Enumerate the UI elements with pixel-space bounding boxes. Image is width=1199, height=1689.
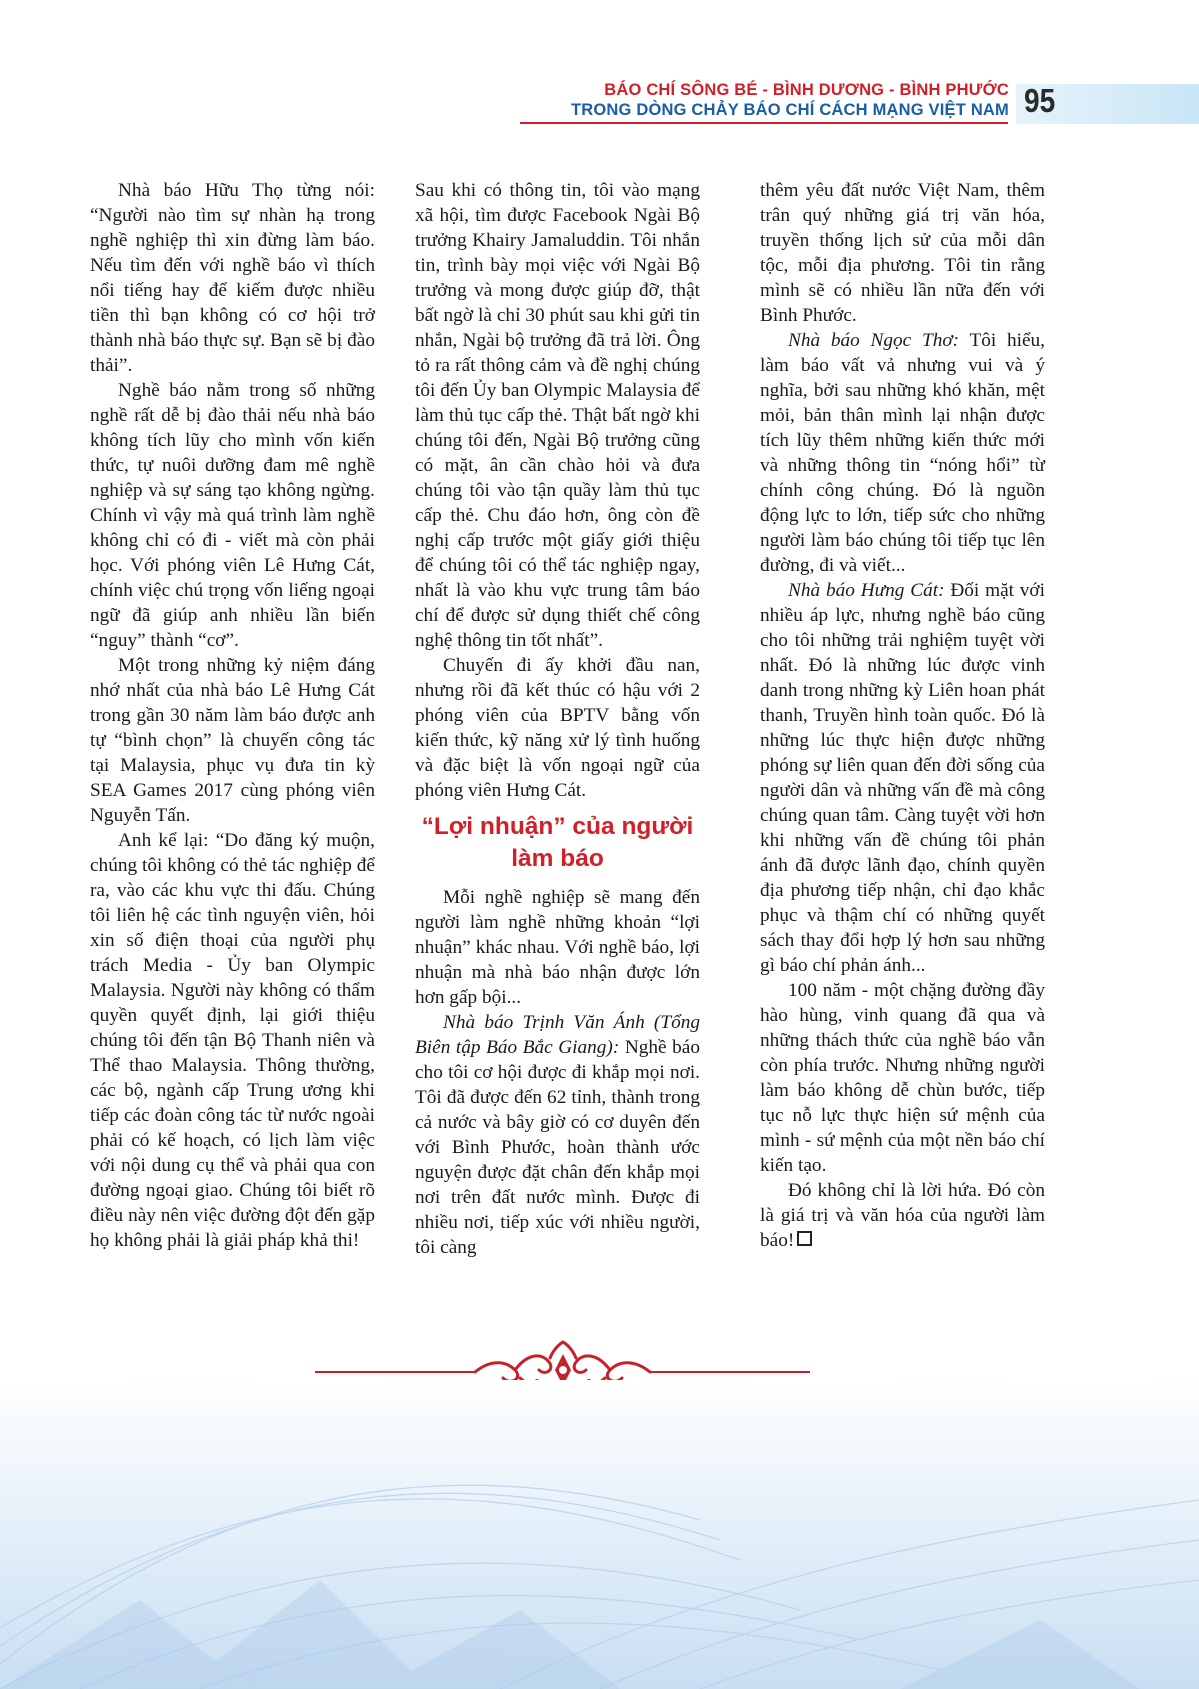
paragraph: Nghề báo nằm trong số những nghề rất dễ bị đào thải nếu nhà báo không tích lũy cho mình vốn kiến thức, tự nuôi dưỡng đam mê nghề nghiệp và sự sáng tạo không ngừng. Chính vì vậy mà quá trình làm nghề không chỉ có đi - viết mà còn phải học. Với phóng viên Lê Hưng Cát, chính việc chú trọng vốn liếng ngoại ngữ đã giúp anh nhiều lần biến “nguy” thành “cơ”. bbox=[90, 380, 375, 651]
paragraph: Nhà báo Hữu Thọ từng nói: “Người nào tìm sự nhàn hạ trong nghề nghiệp thì xin đừng làm báo. Nếu tìm đến với nghề báo vì thích nổi tiếng hay để kiếm được nhiều tiền thì bạn không có cơ hội trở thành nhà báo thực sự. Bạn sẽ bị đào thải”. bbox=[90, 180, 375, 376]
paragraph: 100 năm - một chặng đường đầy hào hùng, vinh quang đã qua và những thách thức của nghề báo vẫn còn phía trước. Nhưng những người làm báo không dễ chùn bước, tiếp tục nỗ lực thực hiện sứ mệnh của mình - sứ mệnh của một nền báo chí kiến tạo. bbox=[760, 980, 1045, 1176]
header-rule bbox=[520, 122, 1008, 124]
quote-speaker: Nhà báo Ngọc Thơ: bbox=[788, 330, 960, 351]
quote-paragraph bbox=[760, 328, 1045, 578]
paragraph: Chuyến đi ấy khởi đầu nan, nhưng rồi đã kết thúc có hậu với 2 phóng viên của BPTV bằng vốn kiến thức, kỹ năng xử lý tình huống và đặc biệt là vốn ngoại ngữ của phóng viên Hưng Cát. bbox=[415, 655, 700, 801]
quote-text: Đối mặt với nhiều áp lực, nhưng nghề báo cũng cho tôi những trải nghiệm tuyệt vời nhất. Đó là những lúc được vinh danh trong những kỳ Liên hoan phát thanh, Truyền hình toàn quốc. Đó là những lúc thực hiện được những phóng sự liên quan đến đời sống của người dân và những vấn đề mà công chúng quan tâm. Càng tuyệt vời hơn khi những vấn đề chúng tôi phản ánh đã được lãnh đạo, chính quyền địa phương tiếp nhận, chỉ đạo khắc phục và thậm chí có những quyết sách thay đổi hợp lý hơn sau những gì báo chí phản ánh... bbox=[760, 580, 1045, 976]
header-title-line-2: TRONG DÒNG CHẢY BÁO CHÍ CÁCH MẠNG VIỆT NAM bbox=[570, 101, 1009, 119]
paragraph: thêm yêu đất nước Việt Nam, thêm trân quý những giá trị văn hóa, truyền thống lịch sử của mỗi dân tộc, mỗi địa phương. Tôi tin rằng mình sẽ có nhiều lần nữa đến với Bình Phước. bbox=[760, 180, 1045, 326]
quote-speaker: Nhà báo Hưng Cát: bbox=[788, 580, 945, 601]
paragraph: Sau khi có thông tin, tôi vào mạng xã hội, tìm được Facebook Ngài Bộ trưởng Khairy Jamaluddin. Tôi nhắn tin, trình bày mọi việc với Ngài Bộ trưởng và mong được giúp đỡ, thật bất ngờ là chỉ 30 phút sau khi gửi tin nhắn, Ngài bộ trưởng đã trả lời. Ông tỏ ra rất thông cảm và đề nghị chúng tôi đến Ủy ban Olympic Malaysia để làm thủ tục cấp thẻ. Thật bất ngờ khi chúng tôi đến, Ngài Bộ trưởng cũng có mặt, ân cần chào hỏi và đưa chúng tôi vào tận quầy làm thủ tục cấp thẻ. Chu đáo hơn, ông còn đề nghị cấp trước một giấy giới thiệu để chúng tôi có thể tác nghiệp ngay, nhất là vào khu vực trung tâm báo chí để được sử dụng thiết chế công nghệ thông tin tốt nhất”. bbox=[415, 180, 700, 651]
column-1 bbox=[90, 178, 375, 1253]
header-title-block bbox=[571, 80, 1009, 120]
section-heading: “Lợi nhuận” của người làm báo bbox=[421, 813, 694, 872]
column-3 bbox=[760, 178, 1045, 1253]
header-title-line-1: BÁO CHÍ SÔNG BÉ - BÌNH DƯƠNG - BÌNH PHƯỚC bbox=[604, 81, 1009, 99]
page-number: 95 bbox=[1024, 82, 1056, 119]
column-2 bbox=[415, 178, 700, 1260]
page-header bbox=[0, 74, 1199, 130]
paragraph: Một trong những kỷ niệm đáng nhớ nhất của nhà báo Lê Hưng Cát trong gần 30 năm làm báo được anh tự “bình chọn” là chuyến công tác tại Malaysia, phục vụ đưa tin kỳ SEA Games 2017 cùng phóng viên Nguyễn Tấn. bbox=[90, 655, 375, 826]
quote-text: Tôi hiểu, làm báo vất vả nhưng vui và ý nghĩa, bởi sau những khó khăn, mệt mỏi, bản thân mình lại nhận được tích lũy thêm những kiến thức mới và những thông tin “nóng hổi” từ chính công chúng. Đó là nguồn động lực to lớn, tiếp sức cho những người làm báo chúng tôi tiếp tục lên đường, đi và viết... bbox=[760, 330, 1045, 576]
quote-speaker: Nhà báo Trịnh Văn Ánh (Tổng Biên tập Báo Bắc Giang): bbox=[415, 1012, 700, 1058]
closing-paragraph bbox=[760, 1178, 1045, 1253]
background-wave-decoration bbox=[0, 1380, 1199, 1689]
paragraph: Mỗi nghề nghiệp sẽ mang đến người làm nghề những khoản “lợi nhuận” khác nhau. Với nghề báo, lợi nhuận mà nhà báo nhận được lớn hơn gấp bội... bbox=[415, 887, 700, 1008]
quote-paragraph bbox=[415, 1010, 700, 1260]
paragraph: Anh kể lại: “Do đăng ký muộn, chúng tôi không có thẻ tác nghiệp để ra, vào các khu vực thi đấu. Chúng tôi liên hệ các tình nguyện viên, hỏi xin số điện thoại của người phụ trách Media - Ủy ban Olympic Malaysia. Người này không có thẩm quyền quyết định, lại giới thiệu chúng tôi đến tận Bộ Thanh niên và Thể thao Malaysia. Thông thường, các bộ, ngành cấp Trung ương khi tiếp các đoàn công tác từ nước ngoài phải có kế hoạch, có lịch làm việc với nội dung cụ thể và phải qua con đường ngoại giao. Chúng tôi biết rõ điều này nên việc đường đột đến gặp họ không phải là giải pháp khả thi! bbox=[90, 830, 375, 1251]
closing-text: Đó không chỉ là lời hứa. Đó còn là giá trị và văn hóa của người làm báo! bbox=[760, 1180, 1045, 1251]
end-square-icon bbox=[797, 1231, 812, 1246]
quote-paragraph bbox=[760, 578, 1045, 978]
quote-text: Nghề báo cho tôi cơ hội được đi khắp mọi nơi. Tôi đã được đến 62 tỉnh, thành trong cả nước và bây giờ có cơ duyên đến với Bình Phước, hoàn thành ước nguyện được đặt chân đến khắp mọi nơi trên đất nước mình. Được đi nhiều nơi, tiếp xúc với nhiều người, tôi càng bbox=[415, 1037, 700, 1258]
article-body bbox=[90, 178, 1065, 1298]
